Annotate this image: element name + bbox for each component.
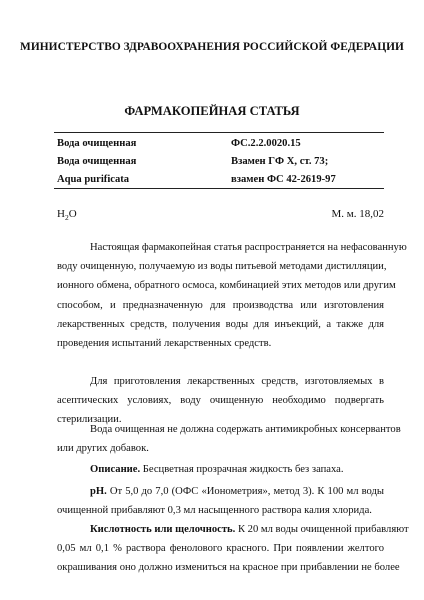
- acidity-label: Кислотность или щелочность.: [90, 524, 236, 535]
- paragraph-line: проведения испытаний лекарственных средств.: [57, 338, 272, 350]
- formula-element: H: [57, 208, 65, 220]
- section-ph: [57, 482, 384, 520]
- formula-subscript: 2: [64, 213, 69, 223]
- paragraph-line: лекарственных средств, получения воды для инъекций, а также для: [57, 318, 384, 330]
- meta-name-russian: Вода очищенная: [57, 138, 137, 149]
- description-text: Бесцветная прозрачная жидкость без запаха.: [140, 464, 344, 475]
- formula-rest: O: [68, 208, 77, 220]
- paragraph-line: 0,05 мл 0,1 % раствора фенолового красного. При появлении желтого: [57, 543, 384, 555]
- molecular-mass: М. м. 18,02: [331, 208, 384, 220]
- meta-name-latin: Aqua purificata: [57, 174, 130, 185]
- paragraph-line: ионного обмена, обратного осмоса, комбинацией этих методов или другим: [57, 280, 396, 292]
- paragraph-line: окрашивания оно должно измениться на красное при прибавлении не более: [57, 562, 400, 574]
- ph-label: pH.: [90, 486, 107, 497]
- paragraph-line: Вода очищенная не должна содержать антимикробных консервантов: [90, 424, 401, 435]
- paragraph-scope: [57, 238, 407, 353]
- paragraph-line: способом, и предназначенную для производства или изготовления: [57, 299, 384, 311]
- section-ph-line: [57, 482, 384, 501]
- paragraph-line: воду очищенную, получаемую из воды питьевой методами дистилляции,: [57, 261, 387, 273]
- header-divider-bottom: [54, 188, 384, 189]
- section-description-line: [57, 460, 384, 479]
- meta-name-russian-2: Вода очищенная: [57, 156, 137, 167]
- paragraph-line: Настоящая фармакопейная статья распространяется на нефасованную: [90, 242, 407, 253]
- acidity-text: К 20 мл воды очищенной прибавляют: [235, 524, 409, 535]
- section-acidity-line: [57, 520, 409, 539]
- header-divider-top: [54, 132, 384, 133]
- meta-article-number: ФС.2.2.0020.15: [231, 138, 301, 149]
- description-label: Описание.: [90, 464, 141, 475]
- section-description: [57, 460, 384, 479]
- ministry-heading: МИНИСТЕРСТВО ЗДРАВООХРАНЕНИЯ РОССИЙСКОЙ ФЕДЕРАЦИИ: [20, 41, 404, 53]
- paragraph-line: асептических условиях, воду очищенную необходимо подвергать: [57, 395, 384, 407]
- paragraph-line: стерилизации.: [57, 414, 122, 426]
- paragraph-line: очищенной прибавляют 0,3 мл насыщенного раствора калия хлорида.: [57, 505, 372, 517]
- paragraph-preservatives: [57, 420, 401, 458]
- meta-replaces-fs: взамен ФС 42-2619-97: [231, 174, 336, 185]
- paragraph-line: или других добавок.: [57, 443, 149, 455]
- document-title: ФАРМАКОПЕЙНАЯ СТАТЬЯ: [124, 104, 300, 118]
- paragraph-line: Для приготовления лекарственных средств, изготовляемых в: [90, 376, 384, 387]
- chemical-formula: [57, 208, 77, 222]
- section-acidity: [57, 520, 409, 578]
- meta-replaces-gf: Взамен ГФ X, ст. 73;: [231, 156, 329, 167]
- ph-text: От 5,0 до 7,0 (ОФС «Ионометрия», метод 3). К 100 мл воды: [106, 486, 384, 497]
